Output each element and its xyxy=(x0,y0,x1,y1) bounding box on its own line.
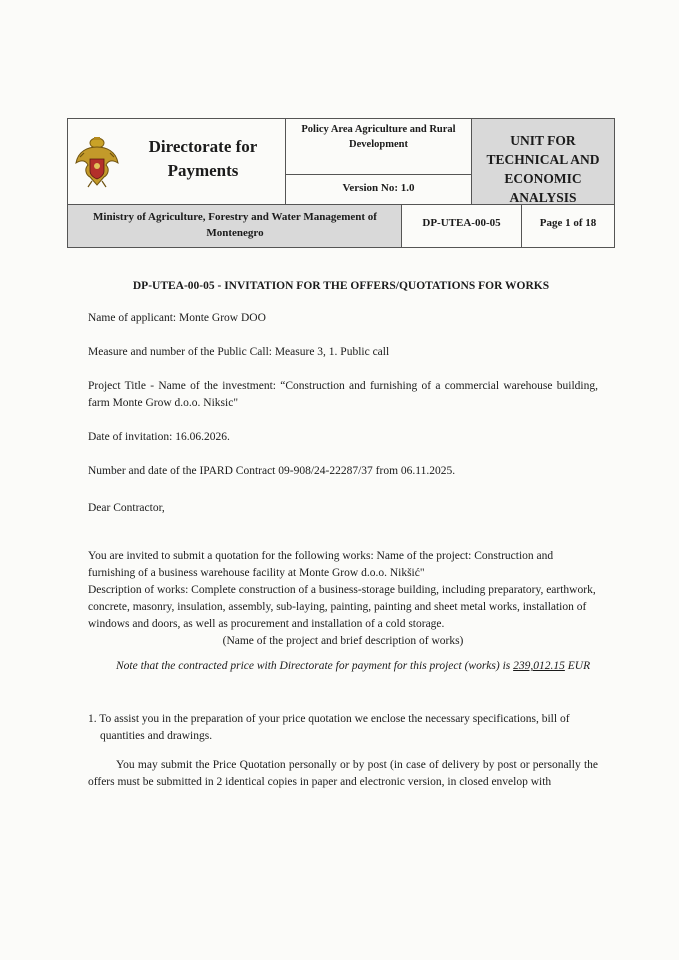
invitation-date-line: Date of invitation: 16.06.2026. xyxy=(88,431,230,443)
contract-line: Number and date of the IPARD Contract 09-908/24-22287/37 from 06.11.2025. xyxy=(88,465,456,477)
caption-text: (Name of the project and brief description of works) xyxy=(222,635,464,647)
price-note xyxy=(88,658,598,675)
price-note-prefix: Note that the contracted price with Directorate for payment for this project (works) is xyxy=(116,660,514,672)
invite-text: You are invited to submit a quotation for the following works: Name of the project: Construction and furnishing of a business warehouse facility at Monte Grow d.o.o. Nikšić" xyxy=(88,550,554,579)
submission-paragraph: You may submit the Price Quotation personally or by post (in case of delivery by post or personally the offers must be submitted in 2 identical copies in paper and electronic version, in closed envelop with xyxy=(88,759,598,788)
directorate-cell xyxy=(68,119,286,205)
ministry-text: Ministry of Agriculture, Forestry and Water Management of Montenegro xyxy=(93,211,377,239)
coat-of-arms-icon xyxy=(74,135,120,189)
unit-cell xyxy=(472,119,614,205)
policy-area-cell xyxy=(286,119,472,175)
page-number-cell xyxy=(522,205,614,247)
header-table xyxy=(67,118,615,248)
applicant-line: Name of applicant: Monte Grow DOO xyxy=(88,312,266,324)
doc-code-cell xyxy=(402,205,522,247)
description-text: Description of works: Complete construction of a business-storage building, including preparatory, earthwork, concrete, masonry, insulation, assembly, sub-laying, painting, painting and sheet metal works, installation of windows and doors, as well as procurement and installation of a cold storage. xyxy=(88,584,596,630)
item-1-paragraph: 1. To assist you in the preparation of your price quotation we enclose the necessary specifications, bill of quantities and drawings. xyxy=(88,713,570,742)
directorate-name: Directorate for Payments xyxy=(148,137,258,180)
doc-code-text: DP-UTEA-00-05 xyxy=(422,217,501,229)
price-note-amount: 239,012.15 xyxy=(513,660,565,672)
unit-text: UNIT FOR TECHNICAL AND ECONOMIC ANALYSIS xyxy=(486,133,600,205)
price-note-suffix: EUR xyxy=(564,660,591,672)
measure-line: Measure and number of the Public Call: Measure 3, 1. Public call xyxy=(88,346,390,358)
version-text: Version No: 1.0 xyxy=(342,182,415,194)
page-number-text: Page 1 of 18 xyxy=(539,217,597,229)
document-title: DP-UTEA-00-05 - INVITATION FOR THE OFFERS/QUOTATIONS FOR WORKS xyxy=(132,280,550,292)
policy-area-text: Policy Area Agriculture and Rural Development xyxy=(301,124,456,150)
works-paragraph xyxy=(88,548,598,650)
ministry-cell xyxy=(68,205,402,247)
project-title-line: Project Title - Name of the investment: “Construction and furnishing of a commercial warehouse building, farm Monte Grow d.o.o. Niksic" xyxy=(88,380,598,409)
version-cell xyxy=(286,175,472,205)
salutation: Dear Contractor, xyxy=(88,502,165,514)
